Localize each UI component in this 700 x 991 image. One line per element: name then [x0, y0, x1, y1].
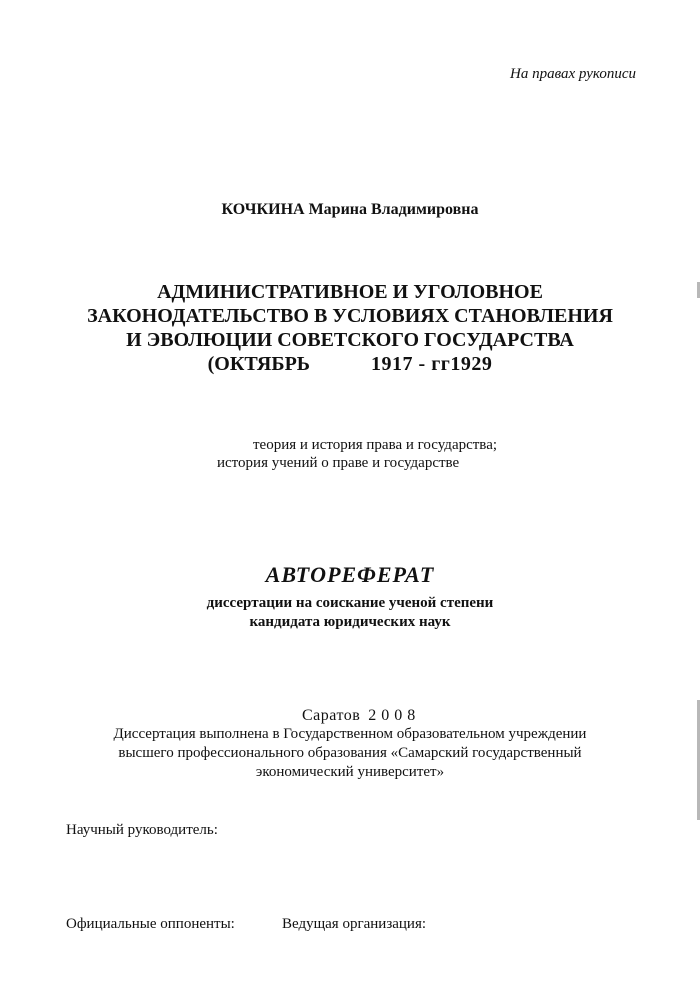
title-line-4 [0, 352, 700, 376]
specialty-line-2: история учений о праве и государстве [217, 455, 460, 471]
specialty-line-1: теория и история права и государства; [253, 437, 498, 453]
manuscript-rights-note: На правах рукописи [510, 66, 636, 82]
author-name: КОЧКИНА Марина Владимировна [221, 201, 479, 218]
title-period-years: 1917 - гг1929 [371, 353, 493, 375]
title-line-3: И ЭВОЛЮЦИИ СОВЕТСКОГО ГОСУДАРСТВА [126, 329, 574, 351]
city: Саратов [302, 707, 361, 724]
title-period-prefix: (ОКТЯБРЬ [207, 353, 311, 375]
dissertation-title [0, 280, 700, 376]
leading-organization-label: Ведущая организация: [282, 916, 427, 932]
degree-line-2: кандидата юридических наук [249, 614, 451, 630]
institution-block [0, 725, 700, 782]
degree-description [0, 594, 700, 632]
year: 2008 [368, 707, 421, 724]
institution-line-3: экономический университет» [255, 764, 445, 780]
place-and-year [302, 707, 420, 725]
institution-line-1: Диссертация выполнена в Государственном образовательном учреждении [113, 726, 587, 742]
supervisor-label: Научный руководитель: [66, 822, 218, 838]
title-line-2: ЗАКОНОДАТЕЛЬСТВО В УСЛОВИЯХ СТАНОВЛЕНИЯ [87, 305, 613, 327]
abstract-heading: АВТОРЕФЕРАТ [265, 562, 435, 587]
opponents-label: Официальные оппоненты: [66, 916, 235, 932]
degree-line-1: диссертации на соискание ученой степени [206, 595, 494, 611]
institution-line-2: высшего профессионального образования «Самарский государственный [118, 745, 582, 761]
title-line-1: АДМИНИСТРАТИВНОЕ И УГОЛОВНОЕ [157, 281, 543, 303]
